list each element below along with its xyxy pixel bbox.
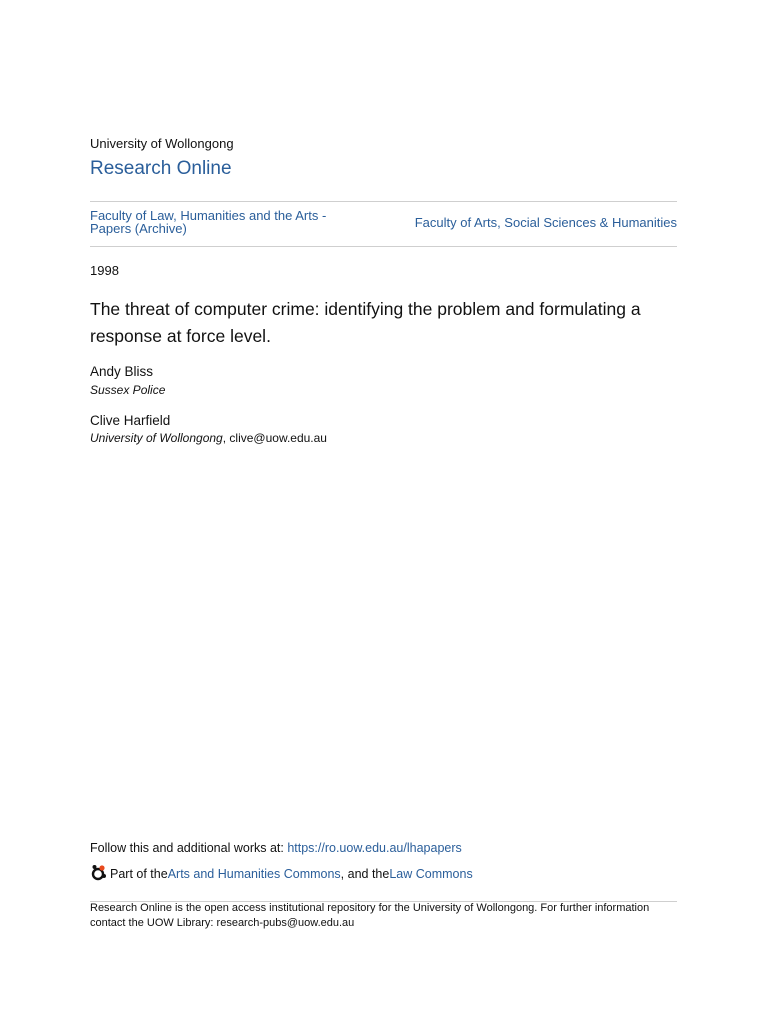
follow-line xyxy=(90,841,462,855)
publication-year: 1998 xyxy=(90,263,119,278)
commons-network-icon xyxy=(90,864,110,884)
author-affiliation-line xyxy=(90,431,327,445)
paper-title: The threat of computer crime: identifying the problem and formulating a response at force level. xyxy=(90,299,641,346)
follow-text: Follow this and additional works at: xyxy=(90,841,288,855)
divider xyxy=(90,201,677,202)
arts-humanities-commons-link[interactable]: Arts and Humanities Commons xyxy=(167,867,341,881)
collection-link-law-humanities[interactable]: Faculty of Law, Humanities and the Arts - Papers (Archive) xyxy=(90,208,327,236)
collection-url-link[interactable]: https://ro.uow.edu.au/lhapapers xyxy=(287,841,462,855)
institution-name: University of Wollongong xyxy=(90,136,234,151)
part-of-joiner: , and the xyxy=(340,867,390,881)
part-of-line xyxy=(90,864,473,884)
author-email: , clive@uow.edu.au xyxy=(222,431,327,445)
repository-footer-note: Research Online is the open access institutional repository for the University of Wollongong. For further information contact the UOW Library: research-pubs@uow.edu.au xyxy=(90,902,650,929)
author-affiliation: Sussex Police xyxy=(90,383,166,397)
collection-link-arts-social-sciences[interactable]: Faculty of Arts, Social Sciences & Humanities xyxy=(414,215,677,230)
part-of-text: Part of the xyxy=(110,867,168,881)
author-affiliation: University of Wollongong xyxy=(90,431,223,445)
author-name: Andy Bliss xyxy=(90,364,154,379)
repository-link[interactable]: Research Online xyxy=(90,158,232,179)
divider xyxy=(90,246,677,247)
author-name: Clive Harfield xyxy=(90,413,171,428)
law-commons-link[interactable]: Law Commons xyxy=(389,867,473,881)
